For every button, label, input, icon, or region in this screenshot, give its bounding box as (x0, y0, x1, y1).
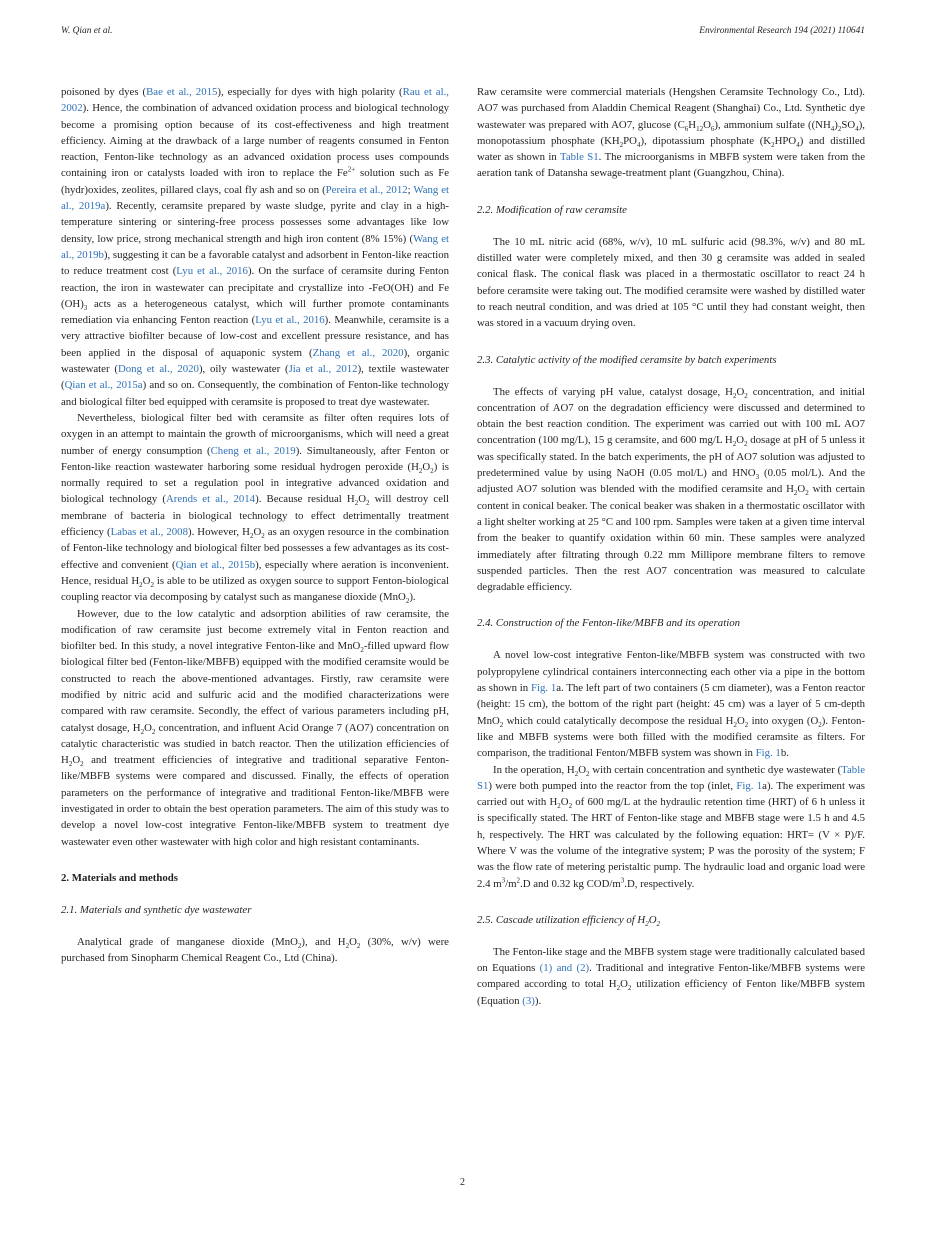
construction-paragraph: A novel low-cost integrative Fenton-like/MBFB system was constructed with two polypropylene cylindrical containers interconnecting each other via a pipe in the bottom as shown in Fig. 1a. The left part of two containers (5 cm diameter), was a Fenton reactor (height: 15 cm), the bottom of the right part (height: 45 cm) was a layer of 5 cm-depth MnO$_2$ which could catalytically decompose the residual $H_2O_2$ into oxygen $(O_2)$. Fenton-like and MBFB systems were both filled with the modified ceramsite as filters. For comparison, the traditional Fenton/MBFB system was shown in Fig. 1b. (477, 649, 865, 760)
running-header-journal: Environmental Research 194 (2021) 110641 (699, 26, 865, 36)
ref-link[interactable]: Wang et al., 2019a (61, 183, 450, 213)
ref-link[interactable]: Qian et al., 2015b (175, 558, 256, 571)
intro-paragraph-1: poisoned by dyes (Bae et al., 2015), especially for dyes with high polarity (Rau et al., 2002). Hence, the combination of advanced oxidation process and biological technology become a promising option because of its cost-effectiveness and high treatment efficiency. Aiming at the drawback of a large number of reagents consumed in Fenton reaction, Fenton-like technology as an advanced oxidation process uses compounds containing iron or catalysts loaded with iron to replace the $Fe^{2+}$ solution such as Fe (hydr)oxides, zeolites, pillared clays, coal fly ash and so on (Pereira et al., 2012; Wang et al., 2019a). Recently, ceramsite prepared by waste sludge, pyrite and clay in a high-temperature sintering or sintering-free process possesses some advantages like low density, low price, strong mechanical strength and high iron content (8% 15%) (Wang et al., 2019b), suggesting it can be a favorable catalyst and adsorbent in Fenton-like reaction to reduce treatment cost (Lyu et al., 2016). On the surface of ceramsite during Fenton reaction, the iron in wastewater can precipitate and crystallize into -FeO(OH) and Fe $(OH)_3$ acts as a heterogeneous catalyst, which will further promote contaminants remediation via enhancing Fenton reaction (Lyu et al., 2016). Meanwhile, ceramsite is a very attractive biofilter because of low-cost and excellent pressure resistance, and has been applied in the disposal of aquaponic system (Zhang et al., 2020), organic wastewater (Dong et al., 2020), oily wastewater (Jia et al., 2012), textile wastewater (Qian et al., 2015a) and so on. Consequently, the combination of Fenton-like technology and biological filter bed equipped with ceramsite is proposed to treat dye wastewater. (61, 86, 450, 408)
table-link[interactable]: Table S1 (560, 151, 599, 164)
ref-link[interactable]: Labas et al., 2008 (110, 526, 188, 539)
batch-experiment-paragraph: The effects of varying pH value, catalyst dosage, $H_2O_2$ concentration, and initial concentration of AO7 on the degradation efficiency were discussed and determined to obtain the best reaction condition. The experiment was carried out with 100 mL AO7 concentration (100 mg/L), 15 g ceramsite, and 600 mg/L $H_2O_2$ dosage at pH of 5 unless it was specifically stated. In the batch experiments, the pH of AO7 solution was adjusted to predetermined value by using NaOH (0.05 mol/L) and $HNO_3$ (0.05 mol/L). And the adjusted AO7 solution was blended with the modified ceramsite and $H_2O_2$ with certain content in conical beaker. The conical beaker was shaken in a thermostatic oscillator with a light shelter working at 25 °C and 100 rpm. Samples were taken at a given time interval from the beaker to quantify oxidation within 60 min. These samples were analyzed immediately after filtrating through 0.22 mm Millipore membrane filters to remove suspended particles. Then the rest AO7 concentration was measured to calculate degradable efficiency. (477, 385, 866, 594)
figure-link[interactable]: Fig. 1 (736, 779, 763, 792)
equation-link[interactable]: (1) and (2) (539, 962, 590, 975)
ref-link[interactable]: Lyu et al., 2016 (176, 265, 248, 278)
subsection-heading: 2.3. Catalytic activity of the modified ceramsite by batch experiments (477, 353, 777, 366)
operation-paragraph: In the operation, $H_2O_2$ with certain concentration and synthetic dye wastewater (Table S1) were both pumped into the reactor from the top (inlet, Fig. 1a). The experiment was carried out with $H_2O_2$ of 600 mg/L at the hydraulic retention time (HRT) of 6 h unless it is specifically stated. The HRT of Fenton-like stage and MBFB stage were 1.5 h and 4.5 h, respectively. The HRT was calculated by the following equation: HRT= (V × P)/F. Where V was the volume of the integrative system; P was the porosity of the system; F was the flow rate of metering peristaltic pump. The hydraulic load and organic load were 2.4 $m^3/m^2.D$ and 0.32 kg COD/$m^3.D$, respectively. (477, 763, 866, 890)
cascade-utilization-paragraph: The Fenton-like stage and the MBFB system stage were traditionally calculated based on Equations (1) and (2). Traditional and integrative Fenton-like/MBFB systems were compared according to total $H_2O_2$ utilization efficiency of Fenton like/MBFB system (Equation (3)). (477, 945, 866, 1007)
page-number: 2 (460, 1177, 465, 1188)
section-heading: 2. Materials and methods (61, 871, 178, 884)
subsection-heading: 2.2. Modification of raw ceramsite (477, 203, 627, 216)
subsection-heading: 2.1. Materials and synthetic dye wastewater (61, 903, 252, 916)
figure-link[interactable]: Fig. 1 (755, 747, 781, 760)
ref-link[interactable]: Qian et al., 2015a (64, 379, 143, 392)
ref-link[interactable]: Lyu et al., 2016 (255, 314, 325, 327)
equation-link[interactable]: (3) (522, 994, 535, 1007)
ref-link[interactable]: Bae et al., 2015 (146, 86, 218, 98)
intro-paragraph-3: However, due to the low catalytic and adsorption abilities of raw ceramsite, the modification of raw ceramsite just become extremely vital in Fenton reaction and biofilter bed. In this study, a novel integrative Fenton-like and MnO$_2$-filled upward flow biological filter bed (Fenton-like/MBFB) equipped with the modified ceramsite would be constructed to reach the above-mentioned advantages. Firstly, raw ceramsite were modified by nitric acid and sulfuric acid and the modified characterizations were compared with raw ceramsite. Secondly, the effect of various parameters including pH, catalyst dosage, $H_2O_2$ concentration, and influent Acid Orange 7 (AO7) concentration on catalytic characteristic was studied in batch reactor. Then the utilization efficiencies of $H_2O_2$ and treatment efficiencies of integrative and traditional separative Fenton-like/MBFB systems were compared and discussed. Finally, the effects of operation parameters on the performance of integrative and traditional Fenton-like/MBFB were investigated in order to obtain the best operation parameters. The aim of this study was to develop a novel low-cost integrative Fenton-like/MBFB system to treatment dye wastewater even other wastewater with high color and high resistant contaminants. (61, 607, 450, 848)
ref-link[interactable]: Dong et al., 2020 (117, 363, 199, 376)
intro-paragraph-2: Nevertheless, biological filter bed with ceramsite as filter often requires lots of oxygen in an attempt to maintain the growth of microorganisms, which will need a great number of energy consumption (Cheng et al., 2019). Simultaneously, after Fenton or Fenton-like reaction wastewater harboring some residual hydrogen peroxide $(H_2O_2)$ is normally required to set a regulation pool in integrative advanced oxidation and biological technology (Arends et al., 2014). Because residual $H_2O_2$ will destroy cell membrane of bacteria in biological technology to effect detrimentally treatment efficiency (Labas et al., 2008). However, $H_2O_2$ as an oxygen resource in the combination of Fenton-like technology and biological filter bed possesses a few advantages as its cost-effective and convenient (Qian et al., 2015b), especially where aeration is inconvenient. Hence, residual $H_2O_2$ is able to be utilized as oxygen source to support Fenton-biological coupling reactor via decomposing by catalyst such as manganese dioxide (MnO$_2$). (61, 411, 450, 606)
materials-paragraph: Analytical grade of manganese dioxide (MnO$_2$), and $H_2O_2$ (30%, w/v) were purchased from Sinopharm Chemical Reagent Co., Ltd (China). (61, 935, 449, 965)
ref-link[interactable]: Arends et al., 2014 (165, 493, 256, 506)
table-link[interactable]: Table S1 (477, 763, 865, 792)
ref-link[interactable]: Wang et al., 2019b (61, 232, 450, 261)
modification-paragraph: The 10 mL nitric acid (68%, w/v), 10 mL sulfuric acid (98.3%, w/v) and 80 mL distilled water were completely mixed, and then 30 g ceramsite was added in sealed conical flask. The conical flask was placed in a thermostatic oscillator to react 24 h before ceramsite were taking out. The modified ceramsite were washed by distilled water to reach neutral condition, and was dried at 105 °C until they had constant weight, then was stored in a vacuum drying oven. (477, 235, 865, 330)
ref-link[interactable]: Cheng et al., 2019 (210, 444, 296, 457)
materials-paragraph-cont: Raw ceramsite were commercial materials (Hengshen Ceramsite Technology Co., Ltd). AO7 was purchased from Aladdin Chemical Reagent (Shanghai) Co., Ltd. Synthetic dye wastewater was prepared with AO7, glucose $(C_6H_{12}O_6)$, ammonium sulfate $((NH_4)_2SO_4)$, monopotassium phosphate $(KH_2PO_4)$, dipotassium phosphate $(K_2HPO_4)$ and distilled water as shown in Table S1. The microorganisms in MBFB system were taken from the aeration tank of Datansha sewage-treatment plant (Guangzhou, China). (477, 86, 866, 180)
left-column (61, 84, 449, 967)
ref-link[interactable]: Jia et al., 2012 (288, 363, 358, 376)
subsection-heading: 2.5. Cascade utilization efficiency of $H_2O_2$ (477, 913, 661, 929)
figure-link[interactable]: Fig. 1 (530, 682, 557, 695)
ref-link[interactable]: Rau et al., 2002 (61, 86, 449, 115)
running-header-authors: W. Qian et al. (61, 26, 113, 36)
ref-link[interactable]: Pereira et al., 2012 (325, 183, 408, 196)
subsection-heading: 2.4. Construction of the Fenton-like/MBFB and its operation (477, 617, 740, 630)
right-column (477, 84, 865, 1009)
ref-link[interactable]: Zhang et al., 2020 (312, 346, 404, 359)
